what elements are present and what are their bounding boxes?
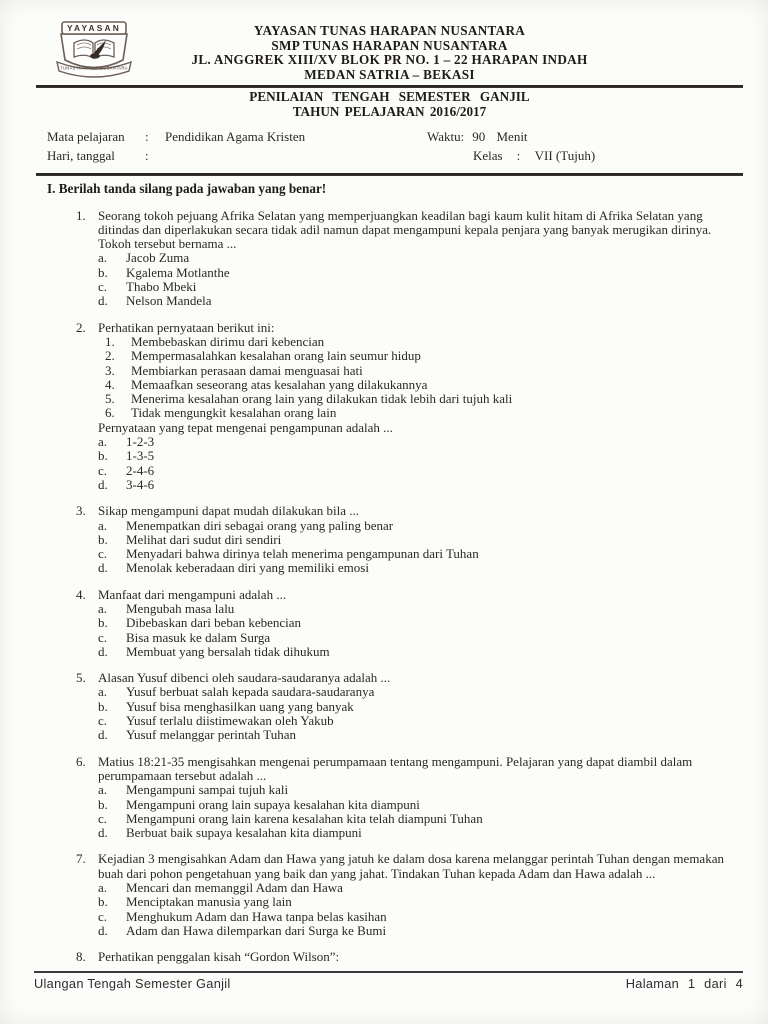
option-letter: c. [98,629,108,645]
option-letter: d. [98,293,108,309]
date-label: Hari, tanggal [47,147,115,163]
option-text: Menciptakan manusia yang lain [126,894,292,910]
option-letter: a. [98,600,108,616]
option-text: Nelson Mandela [126,293,212,309]
header-address: JL. ANGGREK XIII/XV BLOK PR NO. 1 – 22 HARAPAN INDAH [191,52,588,68]
statement-row [98,392,732,406]
question-number: 1. [76,207,86,223]
question-text: Perhatikan penggalan kisah “Gordon Wilson”: [98,949,340,965]
option-text: Yusuf melanggar perintah Tuhan [126,727,297,743]
option-row [98,826,732,840]
option-letter: c. [98,546,108,562]
option-letter: b. [98,264,108,280]
option-row [98,895,732,909]
option-letter: b. [98,531,108,547]
header-divider [36,85,743,88]
statement-number: 2. [105,348,115,364]
meta-row-subject [47,129,732,148]
footer-document-title: Ulangan Tengah Semester Ganjil [34,976,231,991]
option-text: Bisa masuk ke dalam Surga [126,629,271,645]
logo-banner-label: YAYASAN [66,23,122,33]
option-letter: d. [98,727,108,743]
exam-body [0,181,768,965]
question-text: Seorang tokoh pejuang Afrika Selatan yang memperjuangkan keadilan bagi kaum kulit hitam di Afrika Selatan yang ditindas dan diperlakukan secara tidak adil namun dapat mengampuni kepala penjara yang banyak merugikan dirinya. Tokoh tersebut bernama ... [98,207,712,252]
statement-text: Menerima kesalahan orang lain yang dilakukan tidak lebih dari tujuh kali [131,391,513,407]
option-row [98,533,732,547]
subject-label: Mata pelajaran [47,128,125,144]
option-row [98,449,732,463]
option-text: Menghukum Adam dan Hawa tanpa belas kasihan [126,908,387,924]
document-header [0,0,768,120]
option-row [98,700,732,714]
statement-row [98,349,732,363]
date-colon: : [145,147,149,163]
option-text: 1-3-5 [126,448,155,464]
option-letter: d. [98,560,108,576]
option-text: Mengubah masa lalu [126,600,235,616]
option-row [98,519,732,533]
option-letter: b. [98,698,108,714]
option-text: 1-2-3 [126,434,155,450]
question-text: Matius 18:21-35 mengisahkan mengenai perumpamaan tentang mengampuni. Pelajaran yang dapat diambil dalam perumpamaan tersebut adalah ... [98,753,693,783]
option-letter: a. [98,250,108,266]
option-row [98,464,732,478]
option-letter: a. [98,880,108,896]
option-row [98,631,732,645]
school-logo [48,20,140,88]
option-text: Dibebaskan dari beban kebencian [126,615,302,631]
statement-text: Tidak mengungkit kesalahan orang lain [131,405,337,421]
option-row [98,602,732,616]
option-row [98,924,732,938]
question-8 [47,950,732,964]
question-number: 2. [76,319,86,335]
option-letter: d. [98,476,108,492]
class-colon: : [516,147,521,163]
class-label: Kelas [473,147,503,163]
question-2 [47,321,732,493]
option-letter: b. [98,796,108,812]
option-text: 2-4-6 [126,462,155,478]
option-row [98,812,732,826]
option-row [98,645,732,659]
option-row [98,881,732,895]
option-text: Yusuf bisa menghasilkan uang yang banyak [126,698,354,714]
footer-page-number: Halaman 1 dari 4 [625,976,743,991]
option-letter: b. [98,448,108,464]
option-row [98,561,732,575]
meta-divider [36,173,743,176]
option-text: Adam dan Hawa dilemparkan dari Surga ke Bumi [126,922,387,938]
option-text: Thabo Mbeki [126,279,197,295]
option-text: Mengampuni orang lain karena kesalahan kita telah diampuni Tuhan [126,810,483,826]
option-row [98,798,732,812]
option-letter: d. [98,643,108,659]
option-row [98,478,732,492]
statement-number: 3. [105,362,115,378]
class-field [473,148,595,164]
statement-row [98,406,732,420]
header-school-name: SMP TUNAS HARAPAN NUSANTARA [271,37,508,53]
time-field [427,129,528,145]
statement-text: Memaafkan seseorang atas kesalahan yang dilakukannya [131,376,428,392]
question-number: 3. [76,503,86,519]
option-row [98,547,732,561]
question-5 [47,671,732,742]
statement-number: 6. [105,405,115,421]
statement-number: 1. [105,333,115,349]
option-text: Kgalema Motlanthe [126,264,230,280]
option-row [98,251,732,265]
question-number: 4. [76,586,86,602]
option-row [98,616,732,630]
question-continuation: Pernyataan yang tepat mengenai pengampunan adalah ... [98,419,393,435]
question-6 [47,755,732,841]
statement-number: 4. [105,376,115,392]
question-number: 8. [76,949,86,965]
school-logo-icon [48,20,140,88]
option-row [98,714,732,728]
question-1 [47,209,732,309]
class-value: VII (Tujuh) [534,147,596,163]
option-text: Menyadari bahwa dirinya telah menerima pengampunan dari Tuhan [126,546,479,562]
subject-colon: : [145,128,149,144]
statement-row [98,335,732,349]
question-7 [47,852,732,938]
option-text: Berbuat baik supaya kesalahan kita diampuni [126,825,362,841]
statement-text: Mempermasalahkan kesalahan orang lain seumur hidup [131,348,421,364]
option-row [98,266,732,280]
question-number: 5. [76,670,86,686]
option-text: Jacob Zuma [126,250,190,266]
option-text: Menempatkan diri sebagai orang yang paling benar [126,517,394,533]
statement-text: Membiarkan perasaan damai menguasai hati [131,362,363,378]
exam-year: TAHUN PELAJARAN 2016/2017 [292,103,487,119]
option-row [98,280,732,294]
option-letter: d. [98,825,108,841]
question-text: Perhatikan pernyataan berikut ini: [98,319,275,335]
question-text: Kejadian 3 mengisahkan Adam dan Hawa yang jatuh ke dalam dosa karena melanggar perintah Tuhan dengan memakan buah dari pohon pengetahuan yang baik dan yang jahat. Tindakan Tuhan kepada Adam dan Hawa adalah ... [98,851,724,881]
option-text: Membuat yang bersalah tidak dihukum [126,643,330,659]
option-letter: c. [98,810,108,826]
option-letter: a. [98,434,108,450]
option-letter: c. [98,462,108,478]
option-letter: a. [98,684,108,700]
header-city: MEDAN SATRIA – BEKASI [304,66,475,82]
statement-row [98,378,732,392]
option-text: Mengampuni orang lain supaya kesalahan kita diampuni [126,796,420,812]
time-value: 90 Menit [472,128,528,144]
header-org-name: YAYASAN TUNAS HARAPAN NUSANTARA [253,23,526,38]
option-text: Yusuf terlalu diistimewakan oleh Yakub [126,713,334,729]
page-footer [34,971,743,991]
option-row [98,728,732,742]
option-letter: d. [98,922,108,938]
option-letter: b. [98,615,108,631]
question-text: Alasan Yusuf dibenci oleh saudara-saudaranya adalah ... [98,670,391,686]
option-letter: a. [98,782,108,798]
statement-number: 5. [105,391,115,407]
question-text: Manfaat dari mengampuni adalah ... [98,586,287,602]
question-number: 6. [76,753,86,769]
logo-ribbon-label: TUNAS HARAPAN NUSANTARA [60,65,128,71]
option-row [98,294,732,308]
statement-row [98,364,732,378]
option-letter: b. [98,894,108,910]
statement-text: Membebaskan dirimu dari kebencian [131,333,325,349]
option-text: Melihat dari sudut diri sendiri [126,531,282,547]
question-4 [47,588,732,659]
option-letter: c. [98,713,108,729]
option-text: Mengampuni sampai tujuh kali [126,782,289,798]
time-label: Waktu: [427,128,465,144]
option-text: Yusuf berbuat salah kepada saudara-saudaranya [126,684,375,700]
section-heading: I. Berilah tanda silang pada jawaban yang benar! [47,180,327,196]
meta-row-date [47,148,732,167]
exam-meta [0,129,768,176]
option-text: Mencari dan memanggil Adam dan Hawa [126,880,343,896]
question-text: Sikap mengampuni dapat mudah dilakukan bila ... [98,503,360,519]
subject-value: Pendidikan Agama Kristen [165,128,306,144]
option-text: Menolak keberadaan diri yang memiliki emosi [126,560,369,576]
option-row [98,685,732,699]
option-text: 3-4-6 [126,476,155,492]
question-number: 7. [76,851,86,867]
exam-title: PENILAIAN TENGAH SEMESTER GANJIL [249,89,530,105]
option-row [98,435,732,449]
option-row [98,783,732,797]
option-letter: c. [98,908,108,924]
option-row [98,910,732,924]
option-letter: a. [98,517,108,533]
question-3 [47,504,732,575]
option-letter: c. [98,279,108,295]
